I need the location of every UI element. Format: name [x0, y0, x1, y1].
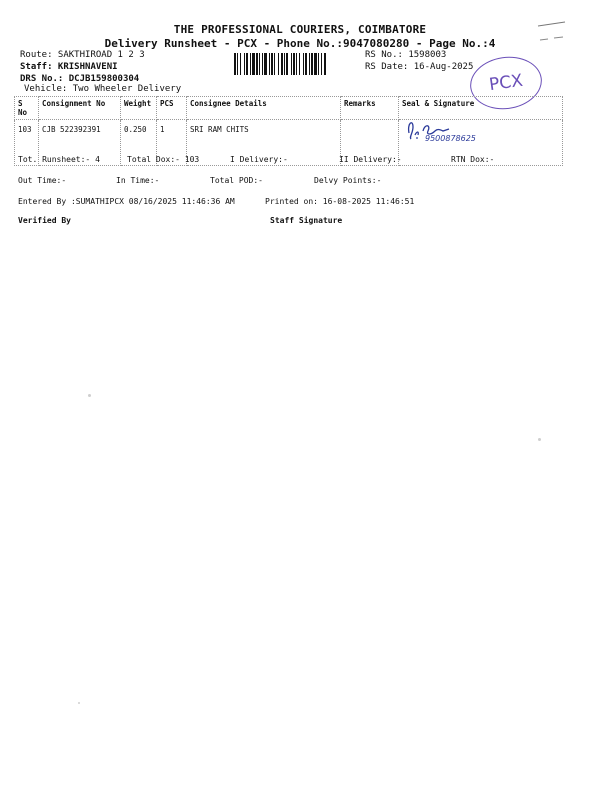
- route-label: Route: SAKTHIROAD 1 2 3: [20, 50, 145, 60]
- rs-date: RS Date: 16-Aug-2025: [365, 62, 474, 72]
- pcx-stamp: PCX: [467, 52, 546, 114]
- handwritten-signature: [403, 113, 523, 153]
- barcode-bar: [286, 53, 288, 75]
- cell-weight: 0.250: [121, 120, 157, 166]
- staff-signature: Staff Signature: [270, 216, 343, 225]
- barcode-bar: [321, 53, 322, 75]
- drs-number: DRS No.: DCJB159800304: [20, 74, 140, 84]
- barcode-bar: [274, 53, 275, 75]
- barcode-bar: [262, 53, 263, 75]
- barcode-bar: [284, 53, 285, 75]
- barcode-bar: [324, 53, 326, 75]
- barcode-bar: [299, 53, 300, 75]
- barcode-bar: [271, 53, 273, 75]
- barcode-bar: [296, 53, 297, 75]
- barcode-bar: [250, 53, 251, 75]
- cell-consignment: CJB 522392391: [39, 120, 121, 166]
- barcode-bar: [237, 53, 238, 75]
- out-time: Out Time:-: [18, 176, 67, 185]
- barcode-bar: [246, 53, 248, 75]
- staff-label: Staff: KRISHNAVENI: [20, 62, 118, 72]
- rtn-dox: RTN Dox:-: [451, 155, 495, 164]
- runsheet-title: Delivery Runsheet - PCX - Phone No.:9047080280 - Page No.:4: [104, 37, 496, 50]
- col-header-seal-signature: Seal & Signature: [399, 97, 563, 120]
- margin-scribble: [530, 16, 590, 52]
- barcode-bar: [240, 53, 241, 75]
- vehicle-label: Vehicle: Two Wheeler Delivery: [24, 84, 182, 94]
- col-header-pcs: PCS: [157, 97, 187, 120]
- barcode-bar: [309, 53, 310, 75]
- barcode-bar: [311, 53, 313, 75]
- company-title: THE PROFESSIONAL COURIERS, COIMBATORE: [173, 23, 427, 36]
- barcode-bar: [281, 53, 283, 75]
- barcode-bar: [314, 53, 317, 75]
- col-header-consignee: Consignee Details: [187, 97, 341, 120]
- barcode-bar: [244, 53, 245, 75]
- i-delivery: I Delivery:-: [230, 155, 288, 164]
- scan-speck: [538, 438, 541, 441]
- barcode-bar: [291, 53, 292, 75]
- barcode-bar: [234, 53, 236, 75]
- printed-on: Printed on: 16-08-2025 11:46:51: [265, 197, 415, 206]
- barcode-bar: [264, 53, 267, 75]
- cell-sno: 103: [15, 120, 39, 166]
- col-header-weight: Weight: [121, 97, 157, 120]
- barcode: [234, 53, 358, 75]
- barcode-bar: [278, 53, 279, 75]
- entered-by: Entered By :SUMATHIPCX 08/16/2025 11:46:36 AM: [18, 197, 235, 206]
- rs-number: RS No.: 1598003: [365, 50, 447, 60]
- barcode-bar: [252, 53, 255, 75]
- total-dox: Total Dox:- 103: [127, 155, 200, 164]
- total-pod: Total POD:-: [210, 176, 263, 185]
- barcode-bar: [303, 53, 304, 75]
- verified-by: Verified By: [18, 216, 71, 225]
- cell-pcs: 1: [157, 120, 187, 166]
- scan-speck: [78, 702, 80, 704]
- barcode-bar: [305, 53, 307, 75]
- tot-runsheet: Tot. Runsheet:- 4: [18, 155, 100, 164]
- in-time: In Time:-: [116, 176, 160, 185]
- col-header-sno: S No: [15, 97, 39, 120]
- handwritten-phone: 9500878625: [425, 134, 476, 143]
- ii-delivery: II Delivery:-: [339, 155, 402, 164]
- barcode-bar: [293, 53, 295, 75]
- cell-consignee: SRI RAM CHITS: [187, 120, 341, 166]
- delvy-points: Delvy Points:-: [314, 176, 382, 185]
- barcode-bar: [269, 53, 270, 75]
- barcode-bar: [259, 53, 260, 75]
- scan-speck: [88, 394, 91, 397]
- col-header-consignment: Consignment No: [39, 97, 121, 120]
- barcode-bar: [318, 53, 319, 75]
- barcode-bar: [256, 53, 258, 75]
- col-header-remarks: Remarks: [341, 97, 399, 120]
